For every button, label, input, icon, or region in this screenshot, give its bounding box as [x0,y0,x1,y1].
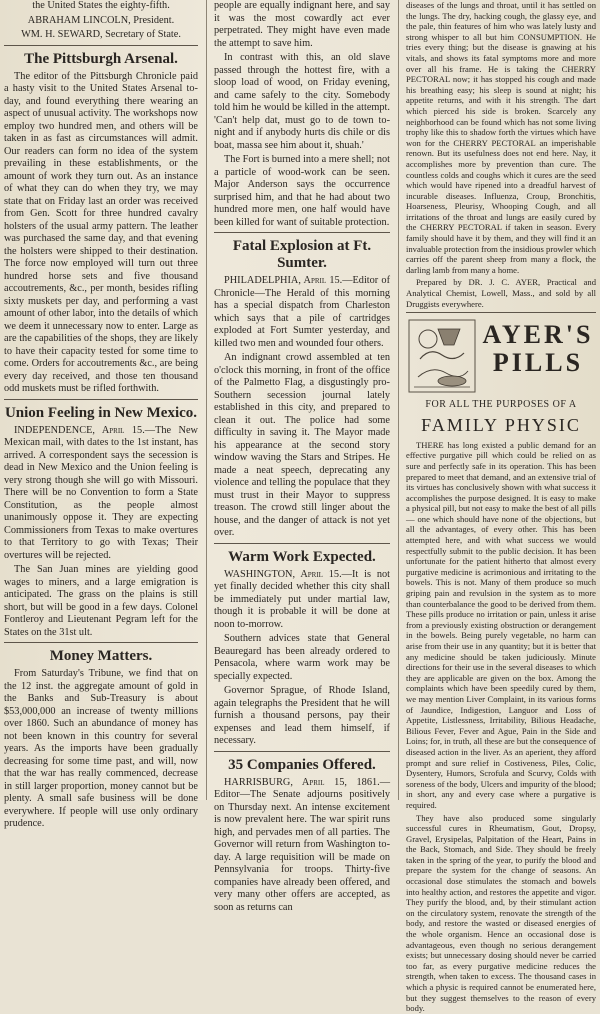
signature-president: ABRAHAM LINCOLN, President. [27,14,175,26]
ayers-pills-masthead [406,317,596,397]
article-paragraph: The San Juan mines are yielding good wages to miners, and a large emigration is anticipated. The grass on the plains is still short, but will be good in a few days. Colonel Fontleroy and Lieutenant Pegram left for the States on the 31st ult. [4,564,198,638]
column-rule [206,0,207,800]
article-headline: Money Matters. [49,648,153,664]
article-dateline: PHILADELPHIA, April 15. [224,275,343,286]
article-paragraph [214,569,390,632]
ornamental-vignette-icon [408,319,476,393]
ad-paragraph: They have also produced some singularly successful cures in Rheumatism, Gout, Dropsy, Gravel, Erysipelas, Palpitation of the Heart, Pains in the Back, Stomach, and Side. They should be freely taken in the spring of the year, to purify the blood and prepare the system for the change of seasons. An occasional dose stimulates the stomach and bowels into healthy action, and restores the appetite and vigor. They purify the blood, and, by their stimulant action on the circulatory system, renovate the strength of the body, and restore the wasted or diseased energies of the whole organism. Hence an occasional dose is advantageous, even though no serious derangement exists; but unnecessary dosing should never be carried too far, as every purgative medicine reduces the strength, when taken to excess. The thousand cases in which a physic is required cannot be enumerated here, but they suggest themselves to the reason of every body. [406,812,596,1014]
article-dateline: INDEPENDENCE, April 15. [14,424,145,436]
article-text: —Editor—The Senate adjourns positively on Thursday next. An intense excitement is now prevalent here. The war spirit runs high, and pervades men of all parties. The Governor will return from Washington to-day. A large requisition will be made on Pennsylvania for troops. Thirty-five companies have already been offered, and very many other offers are accepted, as soon as returns can [214,776,390,913]
article-paragraph: The editor of the Pittsburgh Chronicle paid a hasty visit to the United States Arsenal to-day, and found everything there wearing an aspect of unusual activity. The workshops now employ two hundred men, and others will be taken in as fast as circumstances will admit. Our readers can form no idea of the system prevailing in these establishments, or the amount of work they turn out. As an instance of what they can do when they try, we may state that on Friday last an order was received from Gen. Scott for three hundred cavalry holsters of the usual army pattern. The leather was purchased the same day, and that evening the holsters were shipped to their destination. The force now employed will turn out three hundred horse sets and five thousand accoutrements, &c., per month, besides rifling sixty muskets per day, and performing a vast amount of other labor, into the details of which we deem it unnecessary now to enter. Large as are the capabilities of the shops, they are likely to have their capacity tested for some time to come. Orders for accoutrements &c., are being every day received, and those ten thousand odd muskets must be rifled forthwith. [4,70,198,394]
column-2 [210,0,396,913]
ad-subtitle: FOR ALL THE PURPOSES OF A [425,399,577,411]
article-warm-work [214,549,390,748]
section-divider [214,232,390,233]
section-divider [4,399,198,400]
article-paragraph [214,777,390,915]
article-text: —It is not yet finally decided whether this city shall be immediately put under martial law, though it is probable it will be done at noon to-morrow. [214,568,390,630]
section-divider [4,45,198,46]
article-headline: The Pittsburgh Arsenal. [24,50,178,67]
article-35-companies [214,757,390,915]
article-text: —The New Mexican mail, with dates to the 1st instant, has arrived. A correspondent says the secession is dead in New Mexico and the Union feeling is very strong though she will go with Missouri. There will be no Convention to form a State Constitution, as the people almost unanimously oppose it. They are expecting Commissioners from Texas to make overtures to that Territory to go with Texas; Their overtures will be rejected. [4,424,198,561]
ayers-pills-title [480,321,596,377]
ad-big-title: FAMILY PHYSIC [421,414,581,435]
article-headline: Union Feeling in New Mexico. [4,404,198,421]
article-paragraph: An indignant crowd assembled at ten o'clock this morning, in front of the office of the Palmetto Flag, a disgustingly pro-Southern secession journal lately established in this city, and prepared to clean it out. The police had some difficulty in saving it. The Mayor made his appearance at the second story window waving the Stars and Stripes. He made a neat speech, deprecating any violence and telling the populace that they must trust in their Mayor to suppress treason. The crowd still linger about the house, and the danger of attack is not yet over. [214,352,390,538]
article-paragraph [4,425,198,563]
section-divider [4,642,198,643]
section-divider [406,312,596,313]
ayers-title-line: AYER'S [482,320,594,350]
article-money-matters [4,648,198,831]
ayers-pills-advertisement [406,317,596,1014]
ad-paragraph: THERE has long existed a public demand for an effective purgative pill which could be relied on as sure and perfectly safe in its operation. This has been prepared to meet that demand, and an extensive trial of its virtues has conclusively shown with what success it accomplishes the purpose designed. It is easy to make a physical pill, but not easy to make the best of all pills — one which should have none of the objections, but all the advantages, of every other. This has been attempted here, and with what success we would respectfully submit to the public decision. It has been unfortunate for the patient hitherto that almost every purgative medicine is acrimonious and irritating to the bowels. This is not. Many of them produce so much griping pain and revulsion in the system as to more than counterbalance the good to be derived from them. These pills produce no irritation or pain, unless it arise from a previously existing obstruction or derangement in the bowels. Being purely vegetable, no harm can arise from their use in any quantity; but it is better that any medicine should be taken judiciously. Minute directions for their use in the several diseases to which they are applicable are given on the box. Among the complaints which have been speedily cured by them, we may mention Liver Complaint, in its various forms of Jaundice, Indigestion, Languor and Loss of Appetite, Listlessness, Irritability, Bilious Headache, Bilious Fever, Fever and Ague, Pain in the Side and Loins; for, in truth, all these are but the consequence of diseased action in the liver. As an aperient, they afford prompt and sure relief in Costiveness, Piles, Colic, Dysentery, Humors, Scrofula and Scurvy, Colds with soreness of the body, Ulcers and impurity of the blood; in short, any and every case where a purgative is required. [406,439,596,810]
article-text: —Editor of Chronicle—The Herald of this morning has a special dispatch from Charleston which says that a pile of cartridges exploded at Fort Sumter yesterday, and killed two men and wounded four others. [214,275,390,349]
column-rule [398,0,399,800]
article-paragraph: Governor Sprague, of Rhode Island, again telegraphs the President that he will furnish a thousand persons, pay their expenses and lead them himself, if necessary. [214,685,390,746]
article-paragraph: From Saturday's Tribune, we find that on the 12 inst. the aggregate amount of gold in the Banks and Sub-Treasury is about $53,000,000 an increase of twenty millions over 1860. Such an abundance of money has not been known in this country for several years. As the imports have been gradually decreasing for some time past, and will, now that the war has really commenced, decrease in still larger proportion, money cannot but be plenty. A small safe business will be done everywhere. If people will use only ordinary prudence. [4,668,198,829]
article-paragraph [214,275,390,350]
pills-title-line: PILLS [492,348,584,378]
article-new-mexico [4,405,198,640]
article-fatal-explosion [214,238,390,540]
article-paragraph: people are equally indignant here, and say it was the most cowardly act ever perpetrated. They might have even made the attempt to save him. [214,0,390,49]
ad-paragraph: diseases of the lungs and throat, until it has settled on the lungs. The dry, hacking cough, the glassy eye, and the pale, thin features of him who was lately lusty and strong whisper to all but him CONSUMPTION. He tries every thing; but the disease is gnawing at his vitals, and shows its fatal symptoms more and more over all his frame. He is taking the CHERRY PECTORAL now; it has stopped his cough and made his breathing easy; his sleep is sound at night; his appetite returns, and with it his strength. The dart which pierced his side is broken. Scarcely any neighborhood can be found which has not some living trophy like this to shadow forth the virtues which have won for the CHERRY PECTORAL an imperishable renown. But its usefulness does not end here. Nay, it accomplishes more by prevention than cure. The countless colds and coughs which it cures are the seed which would have ripened into a dreadful harvest of incurable diseases. Influenza, Croup, Bronchitis, Hoarseness, Pleurisy, Whooping Cough, and all irritations of the throat and lungs are easily cured by the CHERRY PECTORAL if taken in season. Every family should have it by them, and they will find it an invaluable protection from the insidious prowler which carries off the parent sheep from many a flock, the darling lamb from many a home. [406,0,596,275]
section-divider [214,751,390,752]
article-dateline: WASHINGTON, April 15. [224,568,342,580]
article-paragraph: Southern advices state that General Beauregard has been already ordered to Pensacola, where warm work may be specially expected. [214,633,390,682]
section-divider [214,543,390,544]
article-pittsburgh-arsenal [4,51,198,396]
article-continued [214,0,390,229]
article-headline: 35 Companies Offered. [228,756,376,773]
article-paragraph: In contrast with this, an old slave passed through the hottest fire, with a sloop load of wood, on Friday evening, and came safely to the city. Somebody told him he would be killed in the attempt. 'Can't help dat, must go to de town to-night and if anybody hurts dis chile or dis boat, massa see him about it, shuah.' [214,52,390,151]
ad-paragraph: Prepared by DR. J. C. AYER, Practical and Analytical Chemist, Lowell, Mass., and sold by all Druggists everywhere. [406,277,596,309]
article-dateline: HARRISBURG, April 15, 1861. [224,776,380,788]
signature-secretary: WM. H. SEWARD, Secretary of State. [21,29,181,40]
article-headline: Warm Work Expected. [228,548,376,565]
article-headline: Fatal Explosion at Ft. Sumter. [232,238,372,271]
proclamation-date-line: the United States the eighty-fifth. [32,0,170,11]
column-3 [402,0,600,1014]
column-1 [0,0,204,829]
article-paragraph: The Fort is burned into a mere shell; not a particle of wood-work can be seen. Major Anderson says the occurrence surprised him, and that he had about two hundred more men, one half would have been killed for want of suitable protection. [214,154,390,228]
cherry-pectoral-advertisement [406,0,596,309]
